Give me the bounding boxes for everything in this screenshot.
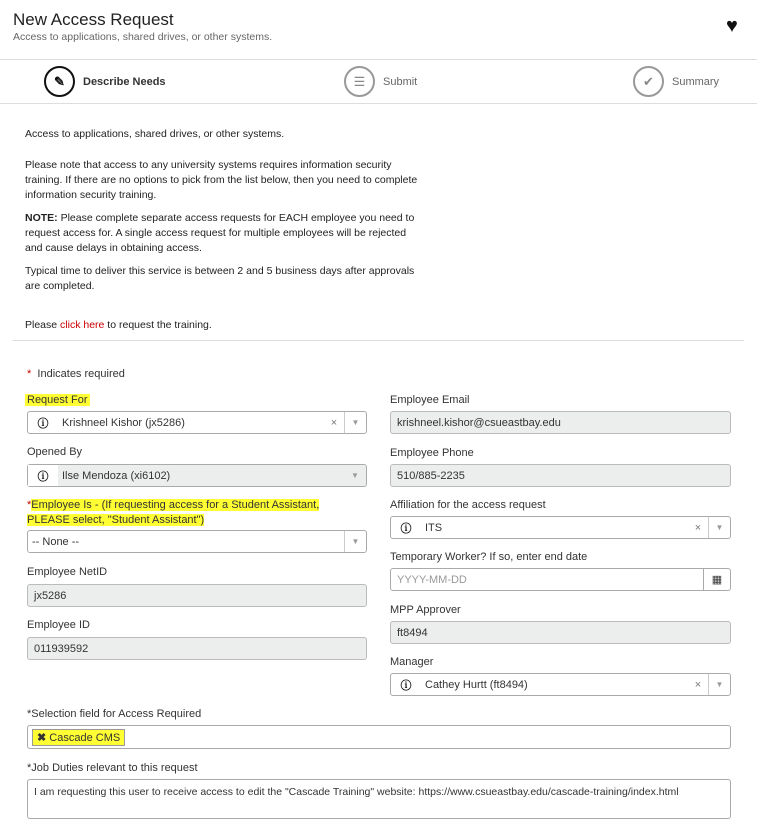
intro-text: Please note that access to any university systems requires information security training. If there are no options to pick from the list below, then you need to complete information security training. — [25, 159, 418, 201]
list-icon: ☰ — [344, 66, 375, 97]
intro-text: Access to applications, shared drives, or other systems. — [25, 128, 285, 140]
duties-label: *Job Duties relevant to this request — [27, 762, 198, 774]
selected-value: Cathey Hurtt (ft8494) — [425, 678, 528, 691]
calendar-icon[interactable]: ▦ — [703, 569, 730, 590]
opened-by-select[interactable] — [27, 464, 367, 487]
netid-field[interactable]: jx5286 — [27, 584, 367, 607]
affiliation-select[interactable] — [390, 516, 731, 539]
temp-worker-label: Temporary Worker? If so, enter end date — [390, 551, 588, 563]
date-placeholder: YYYY-MM-DD — [397, 573, 467, 586]
text: Please — [25, 319, 61, 331]
training-text — [25, 318, 425, 333]
step-summary[interactable] — [633, 66, 719, 97]
step-label: Summary — [672, 75, 720, 88]
divider — [0, 103, 757, 104]
email-field[interactable]: krishneel.kishor@csueastbay.edu — [390, 411, 731, 434]
info-icon[interactable]: ⓘ — [37, 417, 49, 430]
selected-value: ITS — [425, 521, 443, 534]
tag-label: Cascade CMS — [49, 731, 121, 744]
clear-icon[interactable]: × — [330, 416, 338, 429]
chevron-down-icon: ▼ — [351, 471, 359, 480]
mpp-label: MPP Approver — [390, 604, 461, 616]
request-for-label: Request For — [27, 394, 88, 406]
divider — [13, 340, 744, 341]
page-title: New Access Request — [13, 10, 174, 29]
training-link[interactable]: click here — [60, 319, 105, 331]
mpp-field[interactable]: ft8494 — [390, 621, 731, 644]
chevron-down-icon[interactable]: ▼ — [708, 517, 730, 538]
intro-text: Typical time to deliver this service is between 2 and 5 business days after approvals are completed. — [25, 265, 415, 292]
check-icon: ✔ — [633, 66, 664, 97]
selected-value: Ilse Mendoza (xi6102) — [62, 469, 171, 482]
chevron-down-icon[interactable]: ▼ — [344, 531, 366, 552]
remove-icon[interactable]: ✖ — [37, 731, 47, 744]
heart-icon[interactable]: ♥ — [726, 15, 738, 37]
phone-label: Employee Phone — [390, 447, 474, 459]
required-note: * Indicates required — [27, 368, 125, 380]
info-icon[interactable]: ⓘ — [400, 679, 412, 692]
selected-value: -- None -- — [32, 535, 80, 548]
netid-label: Employee NetID — [27, 566, 108, 578]
step-submit[interactable] — [344, 66, 417, 97]
employee-is-select[interactable] — [27, 530, 367, 553]
duties-textarea[interactable]: I am requesting this user to receive access to edit the "Cascade Training" website: https://www.csueastbay.edu/cascade-training/index.html — [27, 779, 731, 819]
required-text: Indicates required — [37, 368, 125, 380]
note-text: Please complete separate access requests for EACH employee you need to request access for. A single access request for multiple employees will be rejected and cause delays in obtaining access. — [25, 212, 415, 254]
opened-by-label: Opened By — [27, 446, 83, 458]
clear-icon[interactable]: × — [694, 678, 702, 691]
employee-id-label: Employee ID — [27, 619, 90, 631]
selected-value: Krishneel Kishor (jx5286) — [62, 416, 185, 429]
step-label: Submit — [383, 75, 418, 88]
email-label: Employee Email — [390, 394, 470, 406]
note-label: NOTE: — [25, 212, 58, 224]
step-label: Describe Needs — [83, 75, 166, 88]
request-for-select[interactable] — [27, 411, 367, 434]
employee-id-field[interactable]: 011939592 — [27, 637, 367, 660]
temp-worker-date[interactable] — [390, 568, 731, 591]
access-tag[interactable] — [32, 729, 125, 746]
intro-note — [25, 211, 425, 256]
chevron-down-icon[interactable]: ▼ — [708, 674, 730, 695]
page-subtitle: Access to applications, shared drives, or other systems. — [13, 31, 273, 43]
clear-icon[interactable]: × — [694, 521, 702, 534]
access-multiselect[interactable] — [27, 725, 731, 749]
access-label: *Selection field for Access Required — [27, 708, 202, 720]
edit-icon: ✎ — [44, 66, 75, 97]
divider — [0, 59, 757, 60]
chevron-down-icon[interactable]: ▼ — [344, 412, 366, 433]
phone-field[interactable]: 510/885-2235 — [390, 464, 731, 487]
employee-is-label: *Employee Is - (If requesting access for a Student Assistant, PLEASE select, "Student Assistant") — [27, 499, 320, 526]
employee-is-text: Employee Is - (If requesting access for a Student Assistant, PLEASE select, "Student Assistant") — [27, 499, 320, 526]
manager-select[interactable] — [390, 673, 731, 696]
info-icon[interactable]: ⓘ — [28, 465, 58, 486]
access-label-text: Selection field for Access Required — [31, 708, 202, 720]
duties-label-text: Job Duties relevant to this request — [31, 762, 198, 774]
manager-label: Manager — [390, 656, 434, 668]
text: to request the training. — [104, 319, 212, 331]
affiliation-label: Affiliation for the access request — [390, 499, 546, 511]
step-describe-needs[interactable] — [44, 66, 166, 97]
info-icon[interactable]: ⓘ — [400, 522, 412, 535]
